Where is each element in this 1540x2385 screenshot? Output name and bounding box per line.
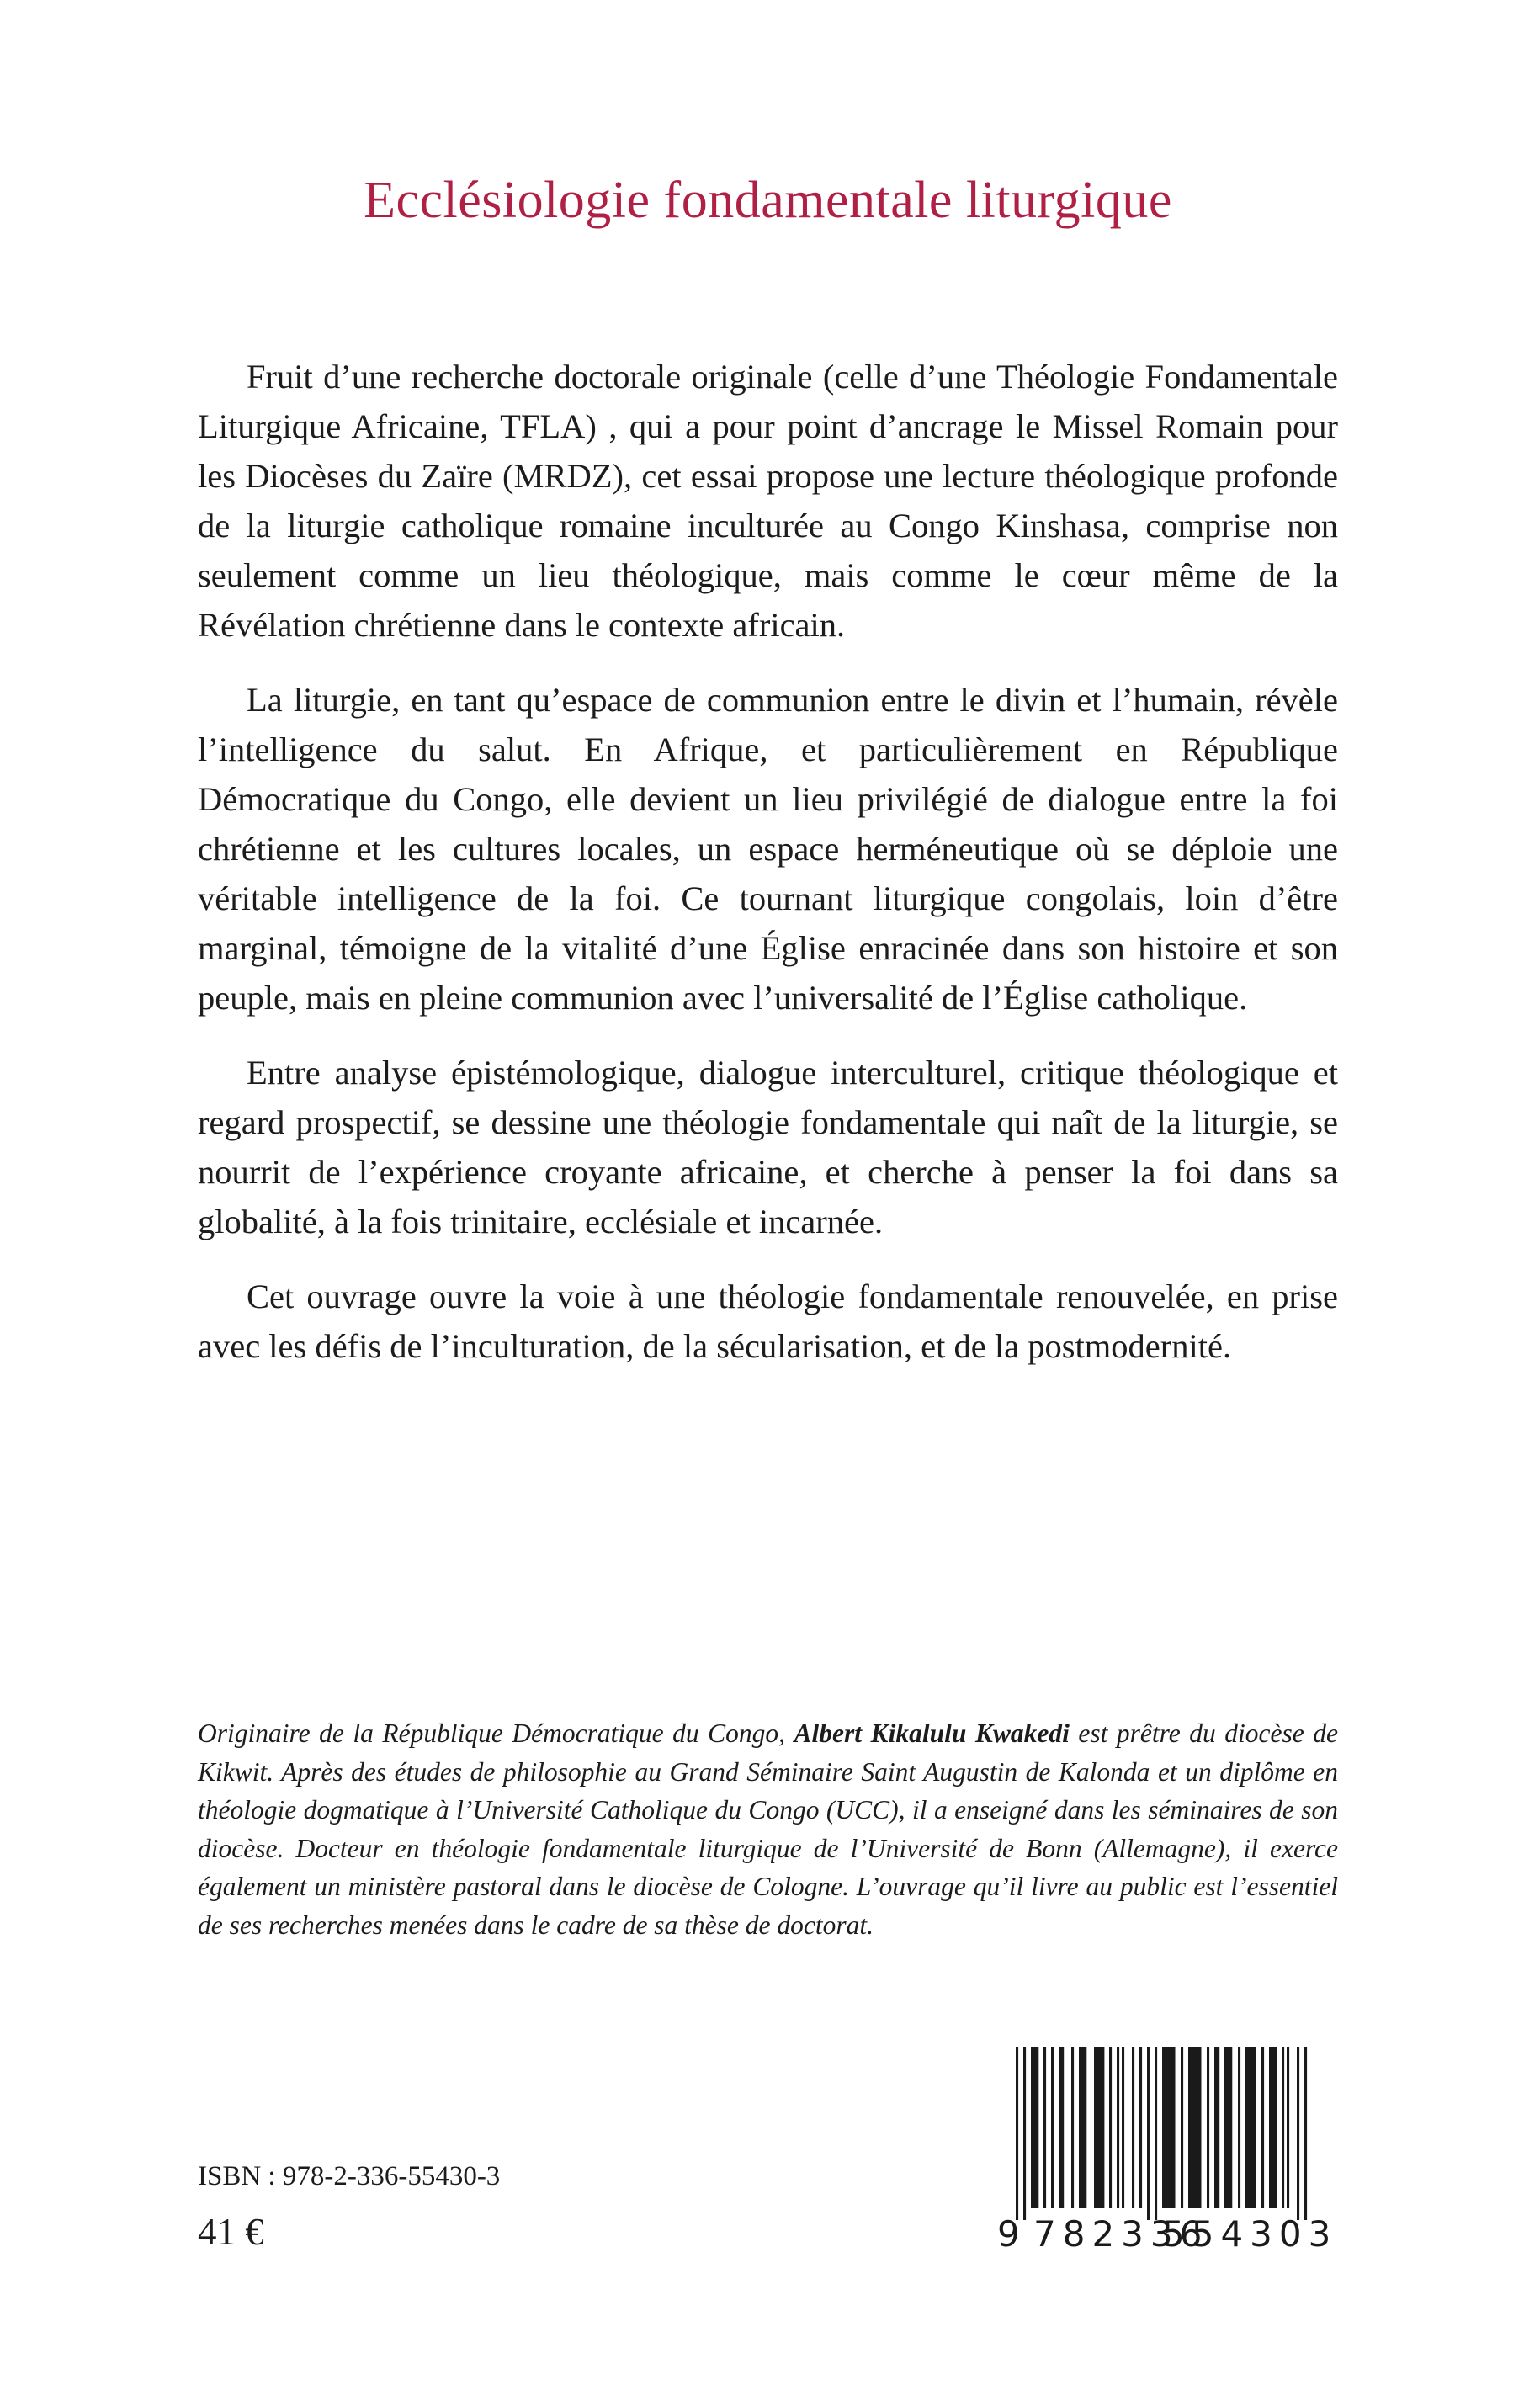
barcode-digits-group-2: 554303: [1162, 2213, 1338, 2255]
barcode-digit-left: 9: [997, 2213, 1020, 2255]
barcode-digits: [997, 2213, 1337, 2255]
author-biography: [198, 1714, 1338, 1944]
bio-text-before-name: Originaire de la République Démocratique du Congo,: [198, 1718, 794, 1748]
page-title: Ecclésiologie fondamentale liturgique: [364, 172, 1172, 229]
author-name: Albert Kikalulu Kwakedi: [794, 1718, 1070, 1748]
blurb-text-block: [198, 352, 1338, 1371]
isbn-label: ISBN : 978-2-336-55430-3: [198, 2161, 501, 2191]
blurb-paragraph-4: Cet ouvrage ouvre la voie à une théologie fondamentale renouvelée, en prise avec les défis de l’inculturation, de la sécularisation, et de la postmodernité.: [198, 1277, 1338, 1365]
blurb-paragraph-1: Fruit d’une recherche doctorale originale (celle d’une Théologie Fondamentale Liturgique Africaine, TFLA) , qui a pour point d’ancrage le Missel Romain pour les Diocèses du Zaïre (MRDZ), cet essai propose une lecture théologique profonde de la liturgie catholique romaine inculturée au Congo Kinshasa, comprise non seulement comme un lieu théologique, mais comme le cœur même de la Révélation chrétienne dans le contexte africain.: [198, 358, 1338, 644]
blurb-paragraph-3: Entre analyse épistémologique, dialogue interculturel, critique théologique et regard prospectif, se dessine une théologie fondamentale qui naît de la liturgie, se nourrit de l’expérience croyante africaine, et cherche à penser la foi dans sa globalité, à la fois trinitaire, ecclésiale et incarnée.: [198, 1054, 1338, 1240]
ean13-barcode: [997, 2040, 1341, 2257]
barcode-digits-group-1: 782336: [1033, 2213, 1209, 2255]
bio-text-after-name: est prêtre du diocèse de Kikwit. Après des études de philosophie au Grand Séminaire Saint Augustin de Kalonda et un diplôme en théologie dogmatique à l’Université Catholique du Congo (UCC), il a enseigné dans les séminaires de son diocèse. Docteur en théologie fondamentale liturgique de l’Université de Bonn (Allemagne), il exerce également un ministère pastoral dans le diocèse de Cologne. L’ouvrage qu’il livre au public est l’essentiel de ses recherches menées dans le cadre de sa thèse de doctorat.: [198, 1718, 1338, 1940]
blurb-paragraph-2: La liturgie, en tant qu’espace de communion entre le divin et l’humain, révèle l’intelligence du salut. En Afrique, et particulièrement en République Démocratique du Congo, elle devient un lieu privilégié de dialogue entre la foi chrétienne et les cultures locales, un espace herméneutique où se déploie une véritable intelligence de la foi. Ce tournant liturgique congolais, loin d’être marginal, témoigne de la vitalité d’une Église enracinée dans son histoire et son peuple, mais en pleine communion avec l’universalité de l’Église catholique.: [198, 681, 1338, 1017]
barcode-svg: [997, 2040, 1341, 2257]
price-label: 41 €: [198, 2211, 264, 2253]
